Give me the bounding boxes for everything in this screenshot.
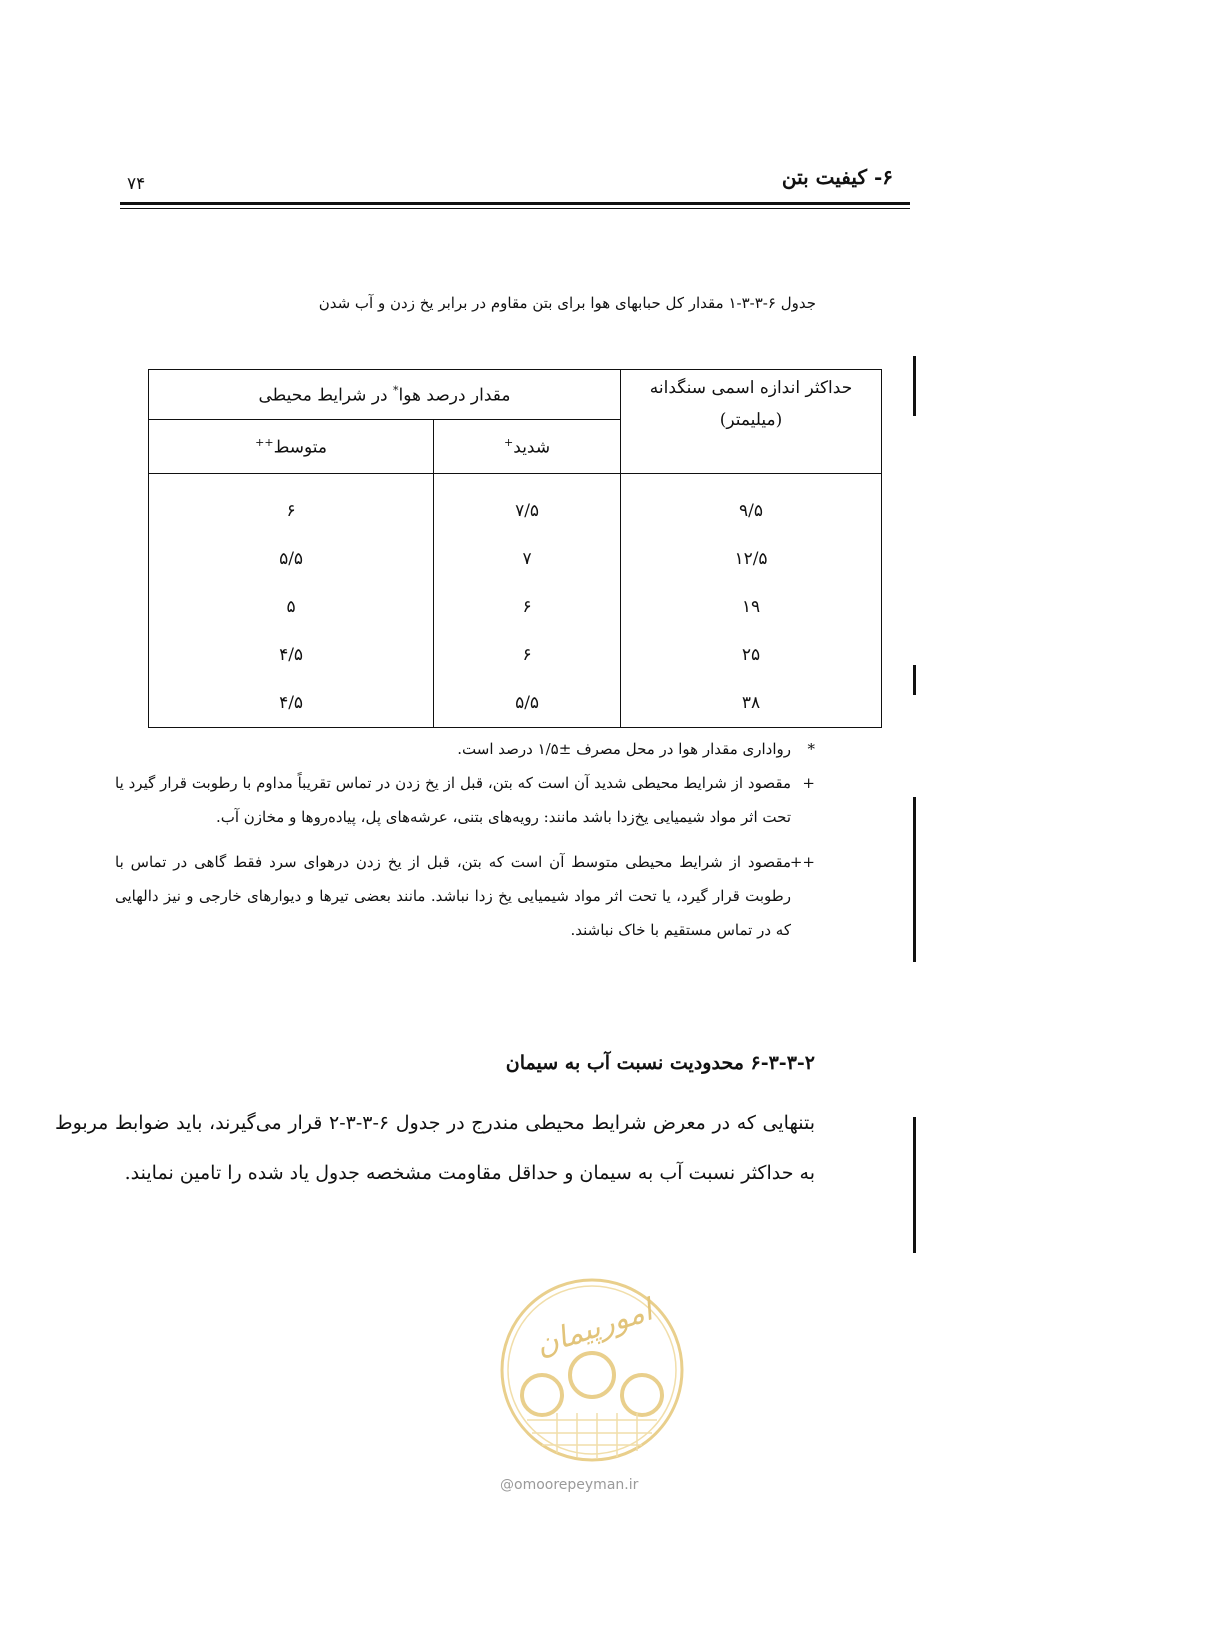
section-paragraph: بتنهایی که در معرض شرایط محیطی مندرج در جدول ۶-۳-۳-۲ قرار می‌گیرند، باید ضوابط مربوط به حداکثر نسبت آب به سیمان و حداقل مقاومت مشخصه جدول یاد شده را تامین نمایند.	[55, 1112, 815, 1184]
table-row	[149, 535, 882, 583]
table-row	[149, 474, 882, 536]
cell-moderate: ۴/۵	[149, 631, 434, 679]
cell-size: ۱۹	[621, 583, 882, 631]
cell-severe: ۷	[434, 535, 621, 583]
change-bar	[913, 797, 916, 962]
header-air-percent	[149, 370, 621, 420]
footnote-mark-plus: +	[504, 435, 514, 449]
header-moderate	[149, 419, 434, 473]
cell-size: ۹/۵	[621, 474, 882, 536]
header-aggregate-line1: حداکثر اندازه اسمی سنگدانه	[649, 378, 853, 398]
change-bar	[913, 1117, 916, 1253]
header-air-suffix: در شرایط محیطی	[258, 385, 394, 406]
cell-severe: ۵/۵	[434, 679, 621, 728]
change-bar	[913, 356, 916, 416]
footnote-mark-star: *	[393, 383, 399, 397]
footnote-text: مقصود از شرایط محیطی متوسط آن است که بتن، قبل از یخ زدن درهوای سرد فقط گاهی در تماس با رطوبت قرار گیرد، یا تحت اثر مواد شیمیایی یخ زدا نباشد. مانند بعضی تیرها و دیوارهای خارجی و نیز دالهایی که در تماس مستقیم با خاک نباشند.	[115, 853, 791, 939]
header-severe-label: شدید	[513, 437, 551, 458]
table-caption: جدول ۶-۳-۳-۱ مقدار کل حبابهای هوا برای بتن مقاوم در برابر یخ زدن و آب شدن	[318, 294, 816, 312]
cell-moderate: ۵/۵	[149, 535, 434, 583]
footnote-mark: *	[807, 740, 815, 758]
footnote-severe	[115, 766, 815, 834]
table-row	[149, 679, 882, 728]
footnote-mark-double-plus: ++	[255, 435, 274, 449]
cell-size: ۱۲/۵	[621, 535, 882, 583]
watermark-logo	[497, 1275, 687, 1465]
header-aggregate-line2: (میلیمتر)	[719, 410, 783, 431]
header-aggregate-size	[621, 370, 882, 474]
section-heading: ۶-۳-۳-۲ محدودیت نسبت آب به سیمان	[505, 1052, 815, 1074]
cell-moderate: ۵	[149, 583, 434, 631]
footnote-text: مقصود از شرایط محیطی شدید آن است که بتن، قبل از یخ زدن در تماس تقریباً مداوم با رطوبت قرار گیرد یا تحت اثر مواد شیمیایی یخ‌زدا باشد مانند: رویه‌های بتنی، عرشه‌های پل، پیاده‌روها و مخازن آب.	[115, 774, 791, 826]
chapter-title: ۶- کیفیت بتن	[781, 165, 893, 189]
change-bar	[913, 665, 916, 695]
header-moderate-label: متوسط	[273, 437, 327, 458]
cell-moderate: ۶	[149, 474, 434, 536]
header-rule-thick	[120, 202, 910, 205]
footnote-mark: ++	[789, 853, 815, 871]
footnote-air-tolerance	[115, 732, 815, 766]
cell-size: ۲۵	[621, 631, 882, 679]
header-severe	[434, 419, 621, 473]
footnote-mark: +	[802, 774, 815, 792]
watermark-logo-text: امورپیمان	[531, 1292, 657, 1364]
footnote-moderate	[115, 845, 815, 947]
watermark-site: @omoorepeyman.ir	[500, 1477, 639, 1493]
cell-severe: ۷/۵	[434, 474, 621, 536]
cell-severe: ۶	[434, 631, 621, 679]
cell-size: ۳۸	[621, 679, 882, 728]
table-row	[149, 631, 882, 679]
cell-severe: ۶	[434, 583, 621, 631]
table-row	[149, 583, 882, 631]
cell-moderate: ۴/۵	[149, 679, 434, 728]
air-content-table	[148, 369, 882, 728]
header-air-label: مقدار درصد هوا	[398, 385, 511, 406]
page-number: ۷۴	[127, 174, 146, 194]
header-rule-thin	[120, 208, 910, 209]
footnote-text: رواداری مقدار هوا در محل مصرف ±۱/۵ درصد است.	[457, 740, 791, 758]
